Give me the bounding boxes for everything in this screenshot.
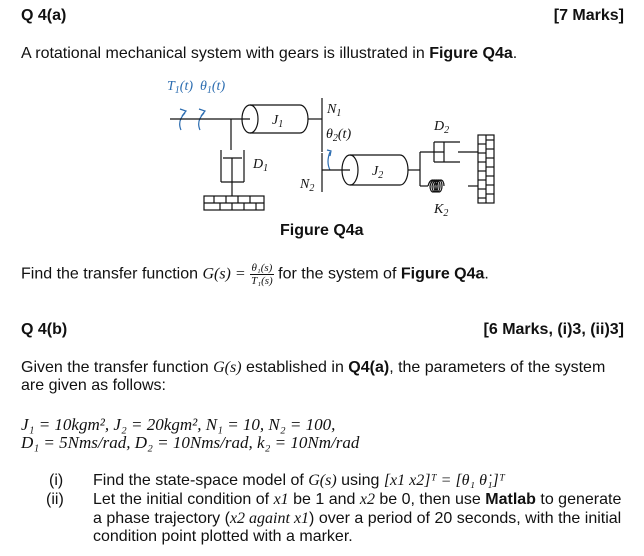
label-n2: $N_2$ (300, 177, 315, 194)
params-line2: D₁ = 5Nms/rad, D₂ = 10Nms/rad, k₂ = 10Nm/rad (21, 433, 360, 452)
q4b-given-line1 (21, 359, 605, 377)
tf-numerator: θ₁(s) (251, 262, 273, 274)
spring-k2 (428, 180, 444, 192)
label-j2: $J_2$ (372, 164, 384, 181)
label-n1: $N_1$ (327, 102, 342, 119)
item-ii-line3: condition point plotted with a marker. (93, 528, 353, 545)
item-i-math: [x1 x2]ᵀ = [θ₁ θ̇₁]ᵀ (383, 472, 505, 489)
item-ii-line2 (93, 510, 621, 528)
item-ii-line1 (93, 491, 621, 509)
label-theta1: $\theta_1(t)$ (200, 79, 226, 96)
params-line1: J₁ = 10kgm², J₂ = 20kgm², N₁ = 10, N₂ = 100, (21, 415, 336, 434)
item-ii-x2: x2 (359, 491, 375, 508)
label-k2: $K_2$ (434, 202, 449, 219)
label-j1: $J_1$ (272, 113, 284, 130)
tf-suffix: . (484, 265, 489, 283)
torque-arrow-1-head (180, 109, 186, 116)
given-ref: Q4(a) (348, 359, 390, 376)
item-ii-be0: be 0, then use (374, 491, 486, 508)
item-i-g: G(s) (308, 472, 337, 489)
q4a-marks: [7 Marks] (553, 7, 624, 24)
item-ii-togen: to generate (535, 491, 622, 508)
item-ii-line2-math: x2 againt x1 (229, 510, 310, 527)
item-i-prefix: Find the state-space model of (93, 472, 309, 489)
label-d2: $D_2$ (434, 119, 450, 136)
item-ii-prefix: Let the initial condition of (93, 491, 274, 508)
tf-ref: Figure Q4a (400, 265, 485, 283)
q4a-heading: Q 4(a) (21, 7, 67, 24)
given-prefix: Given the transfer function (21, 359, 214, 376)
q4a-intro-ref: Figure Q4a (429, 45, 513, 62)
item-ii-matlab: Matlab (485, 491, 536, 508)
tf-denominator: T₁(s) (251, 275, 273, 287)
q4b-marks: [6 Marks, (i)3, (ii)3] (483, 321, 624, 338)
label-t1: $T_1(t)$ (167, 79, 194, 96)
tf-prefix: Find the transfer function (21, 265, 203, 283)
item-ii-x1: x1 (273, 491, 289, 508)
item-ii-label: (ii) (46, 491, 64, 508)
item-ii-line2-suffix: ) over a period of 20 seconds, with the initial (309, 510, 622, 527)
given-suffix: , the parameters of the system (389, 359, 606, 376)
torque-arrow-2-head (199, 109, 205, 116)
item-i-label: (i) (49, 472, 64, 489)
tf-g-of-s: G(s) = (202, 265, 246, 283)
q4b-heading: Q 4(b) (21, 321, 68, 338)
given-middle: established in (241, 359, 349, 376)
item-i-text (93, 472, 505, 490)
tf-fraction (250, 262, 274, 287)
item-ii-line2-prefix: a phase trajectory ( (93, 510, 230, 527)
tf-line (21, 262, 489, 287)
item-ii-be1: be 1 and (288, 491, 360, 508)
q4a-intro-suffix: . (512, 45, 518, 62)
tf-middle: for the system of (273, 265, 401, 283)
figure-caption: Figure Q4a (280, 222, 364, 239)
label-d1: $D_1$ (253, 157, 269, 174)
item-i-middle: using (336, 472, 384, 489)
given-g: G(s) (213, 359, 242, 376)
q4b-given-line2: are given as follows: (21, 377, 166, 394)
label-theta2: $\theta_2(t)$ (326, 127, 352, 144)
q4a-intro-prefix: A rotational mechanical system with gears is illustrated in (21, 45, 430, 62)
